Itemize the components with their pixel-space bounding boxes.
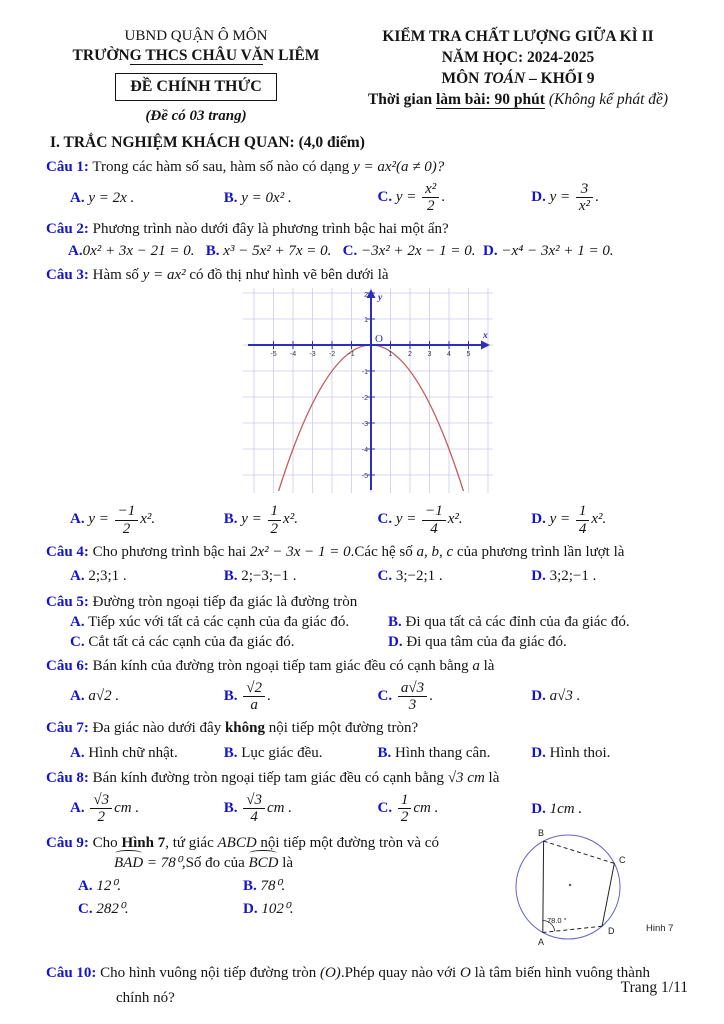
option-c: C. y = $\frac{\text{x²}}{2}$ .	[377, 181, 446, 215]
question-1-label: Câu 1:	[46, 159, 89, 175]
inscribed-quadrilateral-figure	[486, 823, 698, 951]
option-d: D. 1cm .	[531, 800, 583, 817]
fraction: $\frac{\text{x²}}{2}$	[422, 181, 439, 214]
vertex-label-B: B	[538, 827, 545, 838]
question-10-line2: chính nó?	[116, 989, 175, 1006]
x-tick: -2	[328, 351, 336, 359]
x-tick: 3	[427, 351, 432, 359]
question-7-label: Câu 7:	[46, 720, 89, 737]
x-tick: 4	[447, 351, 451, 359]
school-line: TRƯỜNG THCS CHÂU VĂN LIÊM	[72, 47, 320, 64]
question-3-label: Câu 3:	[46, 267, 89, 284]
y-tick: -3	[361, 421, 368, 429]
official-exam-box: ĐỀ CHÍNH THỨC	[115, 73, 277, 101]
question-5-label: Câu 5:	[46, 593, 89, 610]
question-9-line2: BAD = 78⁰,Số đo của BCD là	[114, 854, 294, 871]
question-1-formula: y = ax²(a ≠ 0)?	[353, 159, 445, 175]
y-tick: 1	[364, 317, 368, 325]
option-a: A. 2;3;1 .	[70, 568, 127, 585]
option-d: D. Đi qua tâm của đa giác đó.	[388, 633, 567, 650]
question-4: Câu 4: Cho phương trình bậc hai 2x² − 3x − 1 = 0.Các hệ số a, b, c của phương trình lần lượt là	[46, 543, 625, 560]
question-6-options	[70, 679, 690, 714]
fraction: $\frac{√3}{2}$	[90, 792, 112, 825]
parabola-graph	[243, 288, 493, 493]
option-c: C. $\frac{a√3}{3}$ .	[377, 679, 433, 713]
question-2-text: Phương trình nào dưới đây là phương trình bậc hai một ẩn?	[88, 221, 449, 238]
option-b: B. y = $\frac{1}{2}$ x².	[223, 503, 298, 537]
option-c: C. 282⁰.	[78, 900, 129, 917]
y-tick: -1	[361, 369, 368, 377]
subject-line: MÔN TOÁN – KHỐI 9	[441, 70, 595, 87]
fraction: $\frac{a√3}{3}$	[398, 680, 427, 713]
question-2	[46, 219, 690, 239]
option-d: D. y = $\frac{1}{4}$ x².	[531, 503, 607, 537]
option-a: A. Tiếp xúc với tất cả các cạnh của đa giác đó.	[70, 613, 350, 630]
question-7: Câu 7: Đa giác nào dưới đây không nội tiếp một đường tròn?	[46, 720, 419, 737]
question-8: Câu 8: Bán kính đường tròn ngoại tiếp tam giác đều có cạnh bằng √3 cm là	[46, 770, 500, 787]
question-1-options	[70, 180, 690, 215]
option-a: A. y = $\frac{-1}{2}$ x².	[70, 503, 156, 537]
fraction: $\frac{1}{2}$	[398, 792, 412, 825]
vertex-label-C: C	[619, 854, 626, 865]
option-d: D. y = $\frac{3}{\text{x²}}$ .	[531, 181, 599, 215]
y-tick: -5	[361, 473, 368, 481]
angle-value-label: 78.0 °	[547, 915, 567, 925]
question-2-label: Câu 2:	[46, 221, 89, 238]
fraction: $\frac{1}{4}$	[576, 503, 590, 536]
question-9-label: Câu 9:	[46, 834, 89, 851]
header-left	[46, 26, 346, 126]
option-b: B. Đi qua tất cả các đỉnh của đa giác đó.	[388, 613, 630, 630]
option-b: B. 2;−3;−1 .	[223, 568, 297, 585]
x-tick: -3	[309, 351, 316, 359]
issuer-line: UBND QUẬN Ô MÔN	[124, 28, 268, 44]
question-10-label: Câu 10:	[46, 964, 97, 981]
y-tick: 2	[364, 292, 368, 300]
x-axis-label: x	[483, 331, 488, 342]
option-c: C. y = $\frac{-1}{4}$ x².	[377, 503, 463, 537]
x-tick: 1	[388, 351, 393, 359]
pages-note: (Đề có 03 trang)	[145, 108, 247, 124]
question-7-options	[70, 741, 690, 764]
vertex-label-A: A	[538, 936, 545, 947]
option-c: B. Hình thang cân.	[377, 744, 491, 761]
school-year: NĂM HỌC: 2024-2025	[441, 49, 595, 66]
question-3-options	[70, 502, 690, 537]
figure-caption: Hinh 7	[646, 922, 674, 934]
x-tick: 2	[408, 351, 412, 359]
option-c: C. 3;−2;1 .	[377, 568, 443, 585]
fraction: $\frac{-1}{4}$	[422, 503, 446, 536]
option-d: D. a√3 .	[531, 688, 581, 705]
question-2-options: A.0x² + 3x − 21 = 0. B. x³ − 5x² + 7x = 0. C. −3x² + 2x − 1 = 0. D. −x⁴ − 3x² + 1 = 0.	[68, 243, 614, 260]
hinh7-figure	[486, 823, 698, 957]
question-5: Câu 5: Đường tròn ngoại tiếp đa giác là đường tròn	[46, 593, 358, 610]
parabola-figure	[243, 288, 493, 499]
exam-title: KIỂM TRA CHẤT LƯỢNG GIỮA KÌ II	[382, 28, 654, 45]
question-6-label: Câu 6:	[46, 657, 89, 674]
x-tick: -1	[348, 351, 355, 359]
option-d: D. Hình thoi.	[531, 744, 611, 761]
question-5-options	[70, 612, 690, 652]
y-tick: -2	[361, 395, 368, 403]
question-4-options	[70, 565, 690, 588]
option-b: B. $\frac{√3}{4}$ cm .	[223, 792, 292, 826]
x-axis-arrow	[481, 341, 490, 350]
option-a: A. 12⁰.	[78, 877, 122, 894]
question-8-label: Câu 8:	[46, 770, 89, 787]
option-d: D. 3;2;−1 .	[531, 568, 597, 585]
y-tick: -4	[361, 447, 368, 455]
question-6: Câu 6: Bán kính của đường tròn ngoại tiếp tam giác đều có cạnh bằng a là	[46, 657, 495, 674]
origin-label: O	[375, 333, 383, 346]
section-1-title: I. TRẮC NGHIỆM KHÁCH QUAN: (4,0 điểm)	[50, 134, 365, 151]
option-a: A. a√2 .	[70, 688, 120, 705]
question-10: Câu 10: Cho hình vuông nội tiếp đường tròn (O).Phép quay nào với O là tâm biến hình vuông thành chính nó?	[46, 964, 650, 1006]
option-a: A. y = 2x .	[70, 189, 135, 206]
arc-BAD: BAD	[114, 854, 144, 871]
question-9-options	[78, 873, 408, 919]
fraction: $\frac{√2}{a}$	[243, 680, 265, 713]
option-d: D. 102⁰.	[243, 900, 294, 917]
x-tick: -5	[270, 351, 277, 359]
question-4-label: Câu 4:	[46, 543, 89, 560]
duration-line: Thời gian làm bài: 90 phút (Không kể phát đề)	[367, 91, 669, 108]
option-b: B. Lục giác đều.	[223, 744, 323, 761]
header-right	[346, 26, 690, 126]
x-tick: -4	[289, 351, 297, 359]
option-a: A. $\frac{√3}{2}$ cm .	[70, 792, 140, 826]
arc-BCD: BCD	[248, 854, 279, 871]
option-b: B. y = 0x² .	[223, 189, 292, 206]
question-1-text: Trong các hàm số sau, hàm số nào có dạng	[88, 159, 354, 175]
question-9-line1: Câu 9: Cho Hình 7, tứ giác ABCD nội tiếp một đường tròn và có	[46, 834, 439, 851]
option-c: C. $\frac{1}{2}$ cm .	[377, 792, 439, 826]
vertex-label-D: D	[608, 925, 615, 936]
option-a: A. Hình chữ nhật.	[70, 744, 178, 761]
fraction: $\frac{1}{2}$	[268, 503, 282, 536]
fraction: $\frac{-1}{2}$	[115, 503, 139, 536]
option-b: B. 78⁰.	[243, 877, 286, 894]
question-1	[46, 157, 690, 177]
y-axis-label: y	[378, 293, 383, 304]
fraction: $\frac{√3}{4}$	[243, 792, 265, 825]
circle	[516, 835, 620, 939]
option-b: B. $\frac{√2}{a}$ .	[223, 679, 271, 713]
option-c: C. Cắt tất cả các cạnh của đa giác đó.	[70, 633, 295, 650]
x-tick: 5	[466, 351, 471, 359]
fraction: $\frac{3}{\text{x²}}$	[576, 181, 593, 214]
question-9	[46, 827, 690, 951]
circle-center-dot	[569, 883, 571, 885]
header	[46, 26, 690, 126]
page-number: Trang 1/11	[620, 979, 688, 996]
question-8-options	[70, 791, 690, 826]
question-3: Câu 3: Hàm số y = ax² có đồ thị như hình vẽ bên dưới là	[46, 267, 389, 284]
